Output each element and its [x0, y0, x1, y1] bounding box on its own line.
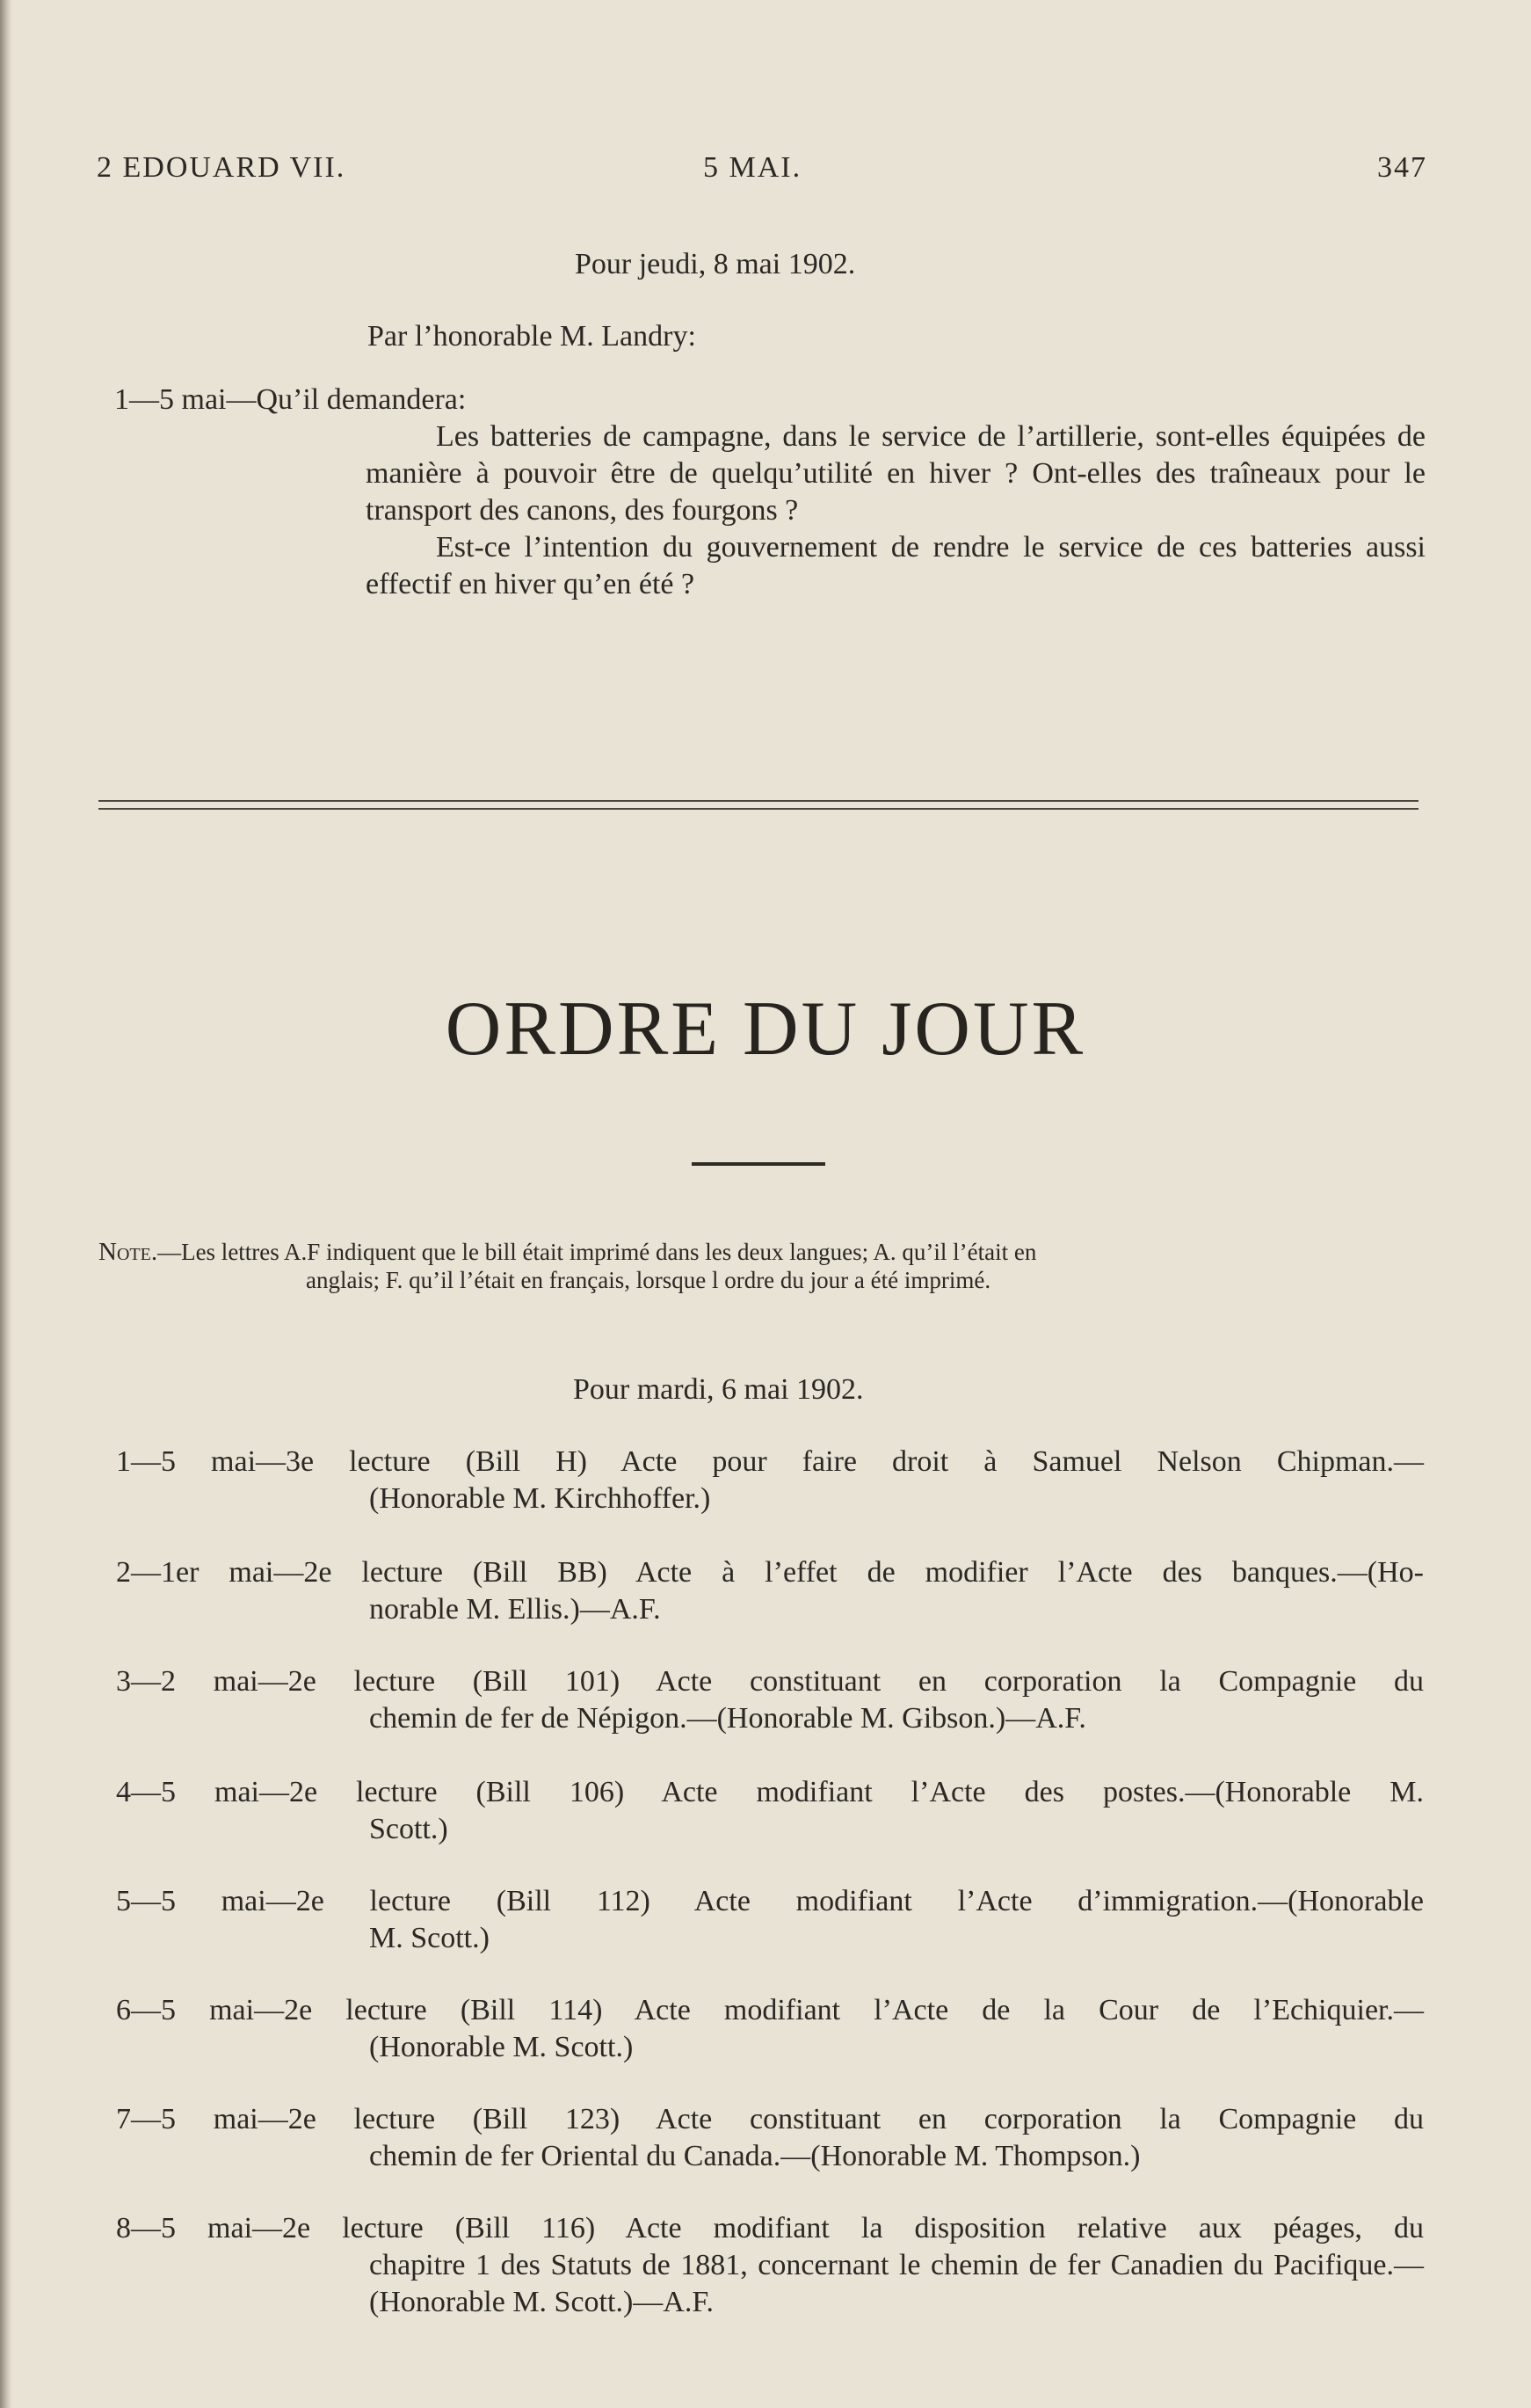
note-text: —Les lettres A.F indiquent que le bill était imprimé dans les deux langues; A. qu’il l’était en: [157, 1239, 1037, 1265]
item-continuation: chapitre 1 des Statuts de 1881, concernant le chemin de fer Canadien du Pacifique.—(Honorable M. Scott.)—A.F.: [369, 2249, 1424, 2318]
page-header: [97, 151, 1427, 195]
item-first-line: 7—5 mai—2e lecture (Bill 123) Acte constituant en corporation la Compagnie du: [116, 2103, 1424, 2135]
question-paragraph-1: Les batteries de campagne, dans le service de l’artillerie, sont-elles équipées de manière à pouvoir être de quelqu’utilité en hiver ? Ont-elles des traîneaux pour le transport des canons, des fourgons ?: [366, 420, 1426, 527]
date-heading-mardi: Pour mardi, 6 mai 1902.: [573, 1373, 864, 1406]
item-first-line: 1—5 mai—3e lecture (Bill H) Acte pour faire droit à Samuel Nelson Chipman.—: [116, 1445, 1424, 1478]
item-continuation: chemin de fer Oriental du Canada.—(Honorable M. Thompson.): [369, 2140, 1141, 2172]
order-item: [116, 1992, 1424, 2066]
date-heading-jeudi: Pour jeudi, 8 mai 1902.: [575, 248, 856, 280]
note-continuation: anglais; F. qu’il l’était en français, lorsque l ordre du jour a été imprimé.: [306, 1267, 991, 1293]
question-number: 1—5 mai—Qu’il demandera:: [114, 383, 467, 416]
page-edge: [0, 0, 12, 2408]
header-left: 2 EDOUARD VII.: [97, 151, 346, 184]
item-first-line: 4—5 mai—2e lecture (Bill 106) Acte modifiant l’Acte des postes.—(Honorable M.: [116, 1776, 1424, 1808]
item-continuation: norable M. Ellis.)—A.F.: [369, 1593, 661, 1626]
order-item: [116, 1554, 1424, 1628]
order-item: [116, 2210, 1424, 2321]
order-item: [116, 2101, 1424, 2175]
order-item: [116, 1663, 1424, 1737]
item-first-line: 2—1er mai—2e lecture (Bill BB) Acte à l’effet de modifier l’Acte des banques.—(Ho-: [116, 1556, 1424, 1589]
order-item: [116, 1444, 1424, 1517]
question-paragraph-2: Est-ce l’intention du gouvernement de rendre le service de ces batteries aussi effectif en hiver qu’en été ?: [366, 531, 1426, 600]
item-continuation: M. Scott.): [369, 1922, 490, 1954]
question-block: [114, 382, 1426, 603]
note-label: Note.: [98, 1238, 158, 1266]
item-first-line: 5—5 mai—2e lecture (Bill 112) Acte modifiant l’Acte d’immigration.—(Honorable: [116, 1885, 1424, 1917]
page-number: 347: [1377, 151, 1427, 184]
header-center: 5 MAI.: [703, 151, 802, 184]
item-continuation: chemin de fer de Népigon.—(Honorable M. Gibson.)—A.F.: [369, 1702, 1086, 1735]
item-first-line: 8—5 mai—2e lecture (Bill 116) Acte modifiant la disposition relative aux péages, du: [116, 2212, 1424, 2244]
note-block: [98, 1238, 1422, 1294]
page-title: ORDRE DU JOUR: [445, 986, 1086, 1072]
item-continuation: Scott.): [369, 1813, 448, 1845]
order-item: [116, 1883, 1424, 1957]
title-underline: [692, 1162, 825, 1166]
author-line: Par l’honorable M. Landry:: [367, 320, 696, 353]
item-continuation: (Honorable M. Scott.): [369, 2031, 634, 2063]
item-first-line: 3—2 mai—2e lecture (Bill 101) Acte constituant en corporation la Compagnie du: [116, 1665, 1424, 1698]
item-continuation: (Honorable M. Kirchhoffer.): [369, 1482, 711, 1515]
question-text: [366, 418, 1426, 603]
item-first-line: 6—5 mai—2e lecture (Bill 114) Acte modifiant l’Acte de la Cour de l’Echiquier.—: [116, 1994, 1424, 2026]
section-divider: [98, 800, 1419, 810]
order-item: [116, 1774, 1424, 1848]
